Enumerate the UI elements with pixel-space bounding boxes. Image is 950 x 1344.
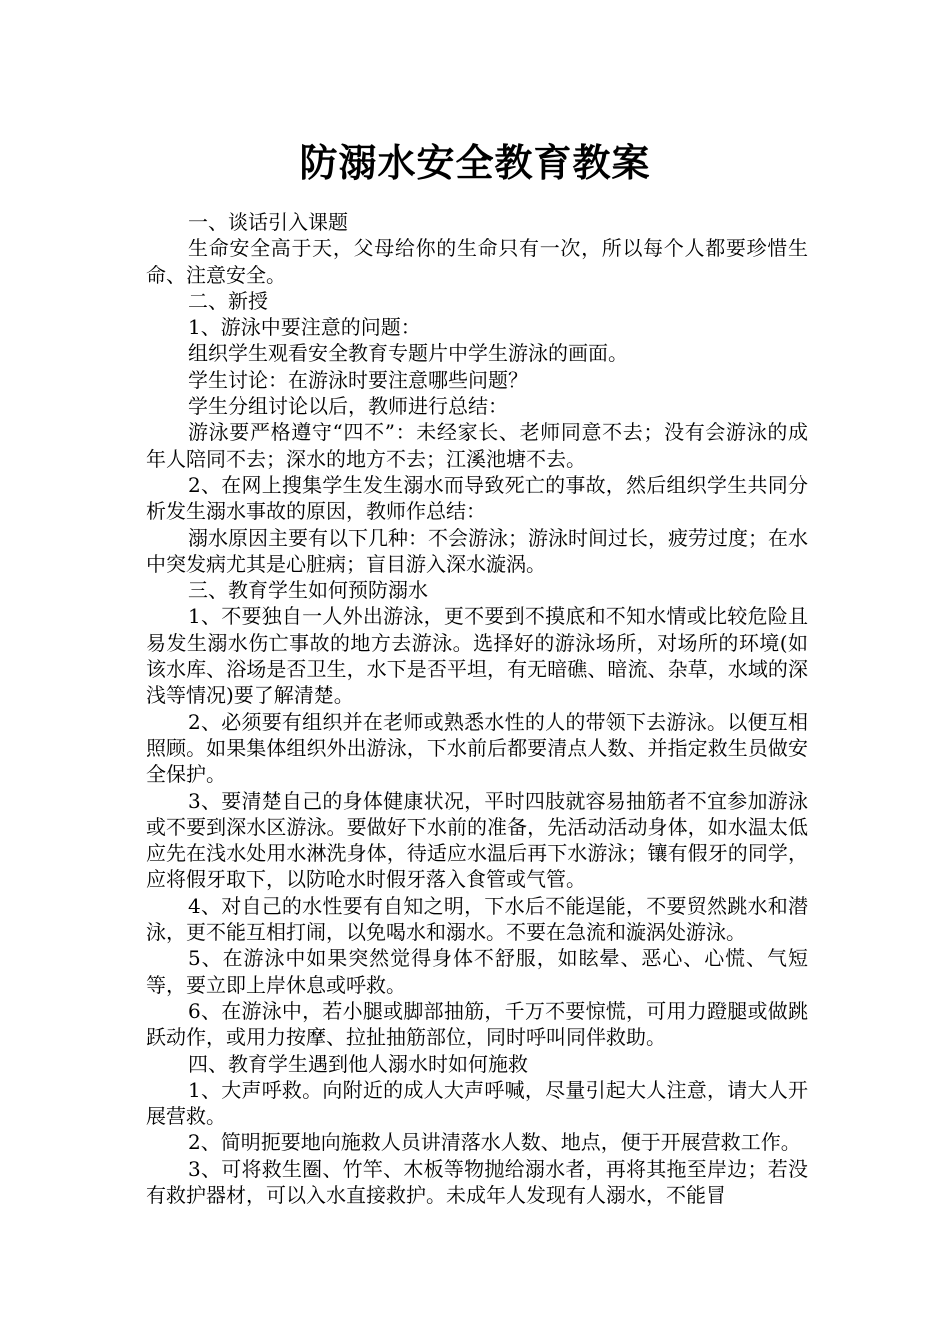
paragraph: 1、大声呼救。向附近的成人大声呼喊，尽量引起大人注意，请大人开展营救。 xyxy=(146,1077,808,1129)
paragraph: 5、在游泳中如果突然觉得身体不舒服，如眩晕、恶心、心慌、气短等，要立即上岸休息或呼救。 xyxy=(146,946,808,997)
paragraph: 溺水原因主要有以下几种：不会游泳；游泳时间过长，疲劳过度；在水中突发病尤其是心脏病；盲目游入深水漩涡。 xyxy=(146,525,808,576)
paragraph: 组织学生观看安全教育专题片中学生游泳的画面。 xyxy=(188,341,628,366)
document-body xyxy=(146,209,808,1208)
paragraph: 6、在游泳中，若小腿或脚部抽筋，千万不要惊慌，可用力蹬腿或做跳跃动作，或用力按摩、拉扯抽筋部位，同时呼叫同伴救助。 xyxy=(146,998,808,1050)
paragraph: 游泳要严格遵守“四不”：未经家长、老师同意不去；没有会游泳的成年人陪同不去；深水的地方不去；江溪池塘不去。 xyxy=(146,420,808,471)
paragraph: 3、可将救生圈、竹竿、木板等物抛给溺水者，再将其拖至岸边；若没有救护器材，可以入水直接救护。未成年人发现有人溺水，不能冒 xyxy=(146,1156,808,1207)
paragraph: 生命安全高于天，父母给你的生命只有一次，所以每个人都要珍惜生命、注意安全。 xyxy=(146,236,808,287)
paragraph-section-3-heading: 三、教育学生如何预防溺水 xyxy=(188,578,428,603)
paragraph-section-1-heading: 一、谈话引入课题 xyxy=(188,210,348,234)
paragraph: 4、对自己的水性要有自知之明，下水后不能逞能，不要贸然跳水和潜泳，更不能互相打闹，以免喝水和溺水。不要在急流和漩涡处游泳。 xyxy=(146,893,808,945)
paragraph: 2、简明扼要地向施救人员讲清落水人数、地点，便于开展营救工作。 xyxy=(188,1130,801,1155)
paragraph: 1、不要独自一人外出游泳，更不要到不摸底和不知水情或比较危险且易发生溺水伤亡事故的地方去游泳。选择好的游泳场所，对场所的环境(如该水库、浴场是否卫生，水下是否平坦，有无暗礁、暗流、杂草，水域的深浅等情况)要了解清楚。 xyxy=(146,604,808,708)
paragraph: 学生讨论：在游泳时要注意哪些问题？ xyxy=(188,367,528,392)
paragraph: 2、必须要有组织并在老师或熟悉水性的人的带领下去游泳。以便互相照顾。如果集体组织外出游泳，下水前后都要清点人数、并指定救生员做安全保护。 xyxy=(146,709,808,787)
paragraph: 1、游泳中要注意的问题： xyxy=(188,315,421,340)
document-title: 防溺水安全教育教案 xyxy=(299,140,651,185)
paragraph: 学生分组讨论以后，教师进行总结： xyxy=(188,394,508,419)
paragraph-section-2-heading: 二、新授 xyxy=(188,288,268,313)
paragraph: 2、在网上搜集学生发生溺水而导致死亡的事故，然后组织学生共同分析发生溺水事故的原因，教师作总结： xyxy=(146,472,808,524)
paragraph-section-4-heading: 四、教育学生遇到他人溺水时如何施救 xyxy=(188,1051,528,1076)
paragraph: 3、要清楚自己的身体健康状况，平时四肢就容易抽筋者不宜参加游泳或不要到深水区游泳。要做好下水前的准备，先活动活动身体，如水温太低应先在浅水处用水淋洗身体，待适应水温后再下水游泳；镶有假牙的同学，应将假牙取下，以防呛水时假牙落入食管或气管。 xyxy=(146,788,808,892)
